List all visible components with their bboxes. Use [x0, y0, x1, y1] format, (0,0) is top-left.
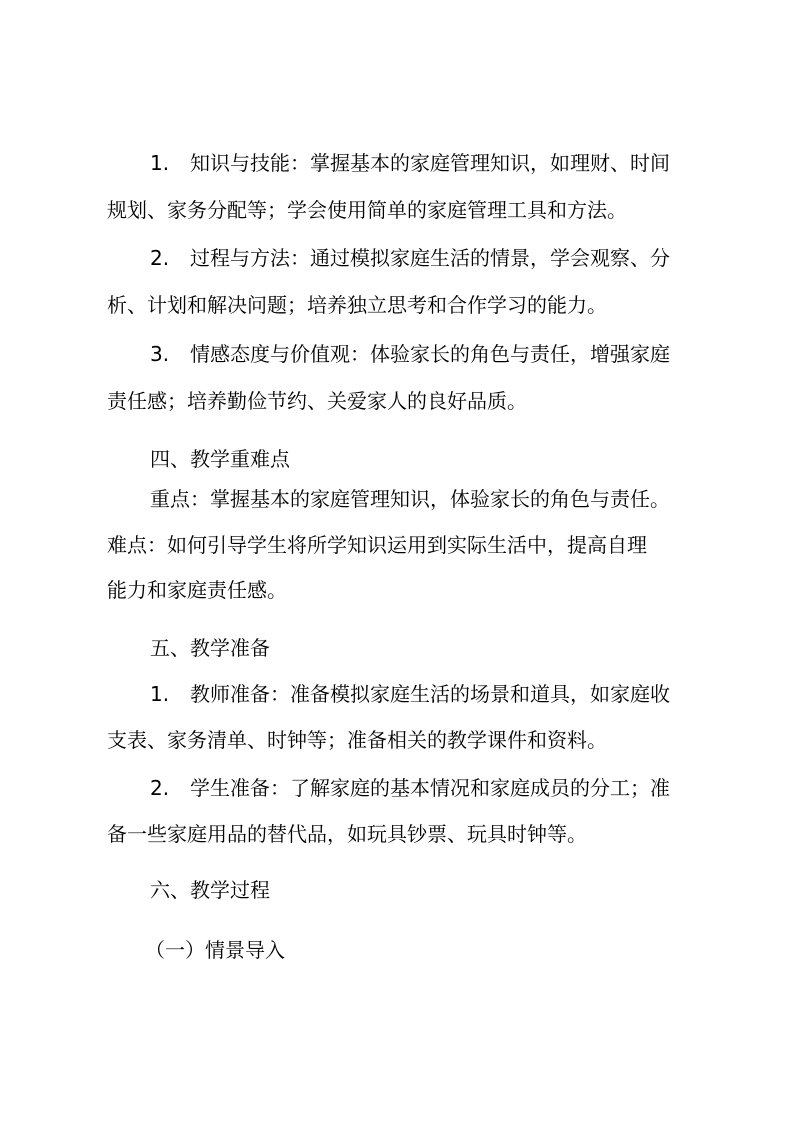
- objective-text: 知识与技能：掌握基本的家庭管理知识，如理财、时间: [190, 151, 670, 175]
- list-number: 2.: [150, 246, 170, 270]
- objective-text: 情感态度与价值观：体验家长的角色与责任，增强家庭: [190, 342, 670, 366]
- objective-2-line-1: [150, 245, 670, 271]
- list-number: 1.: [150, 682, 170, 706]
- objective-1-line-2: 规划、家务分配等；学会使用简单的家庭管理工具和方法。: [107, 198, 627, 222]
- list-number: 2.: [150, 776, 170, 800]
- prep-1-line-2: 支表、家务清单、时钟等；准备相关的教学课件和资料。: [107, 728, 607, 752]
- objective-1-line-1: [150, 150, 670, 176]
- section-4-heading: 四、教学重难点: [150, 447, 290, 471]
- list-number: 1.: [150, 151, 170, 175]
- prep-text: 学生准备：了解家庭的基本情况和家庭成员的分工；准: [190, 776, 670, 800]
- subsection-heading: （一）情景导入: [145, 938, 285, 962]
- difficulty-text-line-1: 难点：如何引导学生将所学知识运用到实际生活中，提高自理: [107, 533, 647, 557]
- section-5-heading: 五、教学准备: [150, 636, 270, 660]
- prep-1-line-1: [150, 681, 670, 707]
- objective-3-line-2: 责任感；培养勤俭节约、关爱家人的良好品质。: [107, 389, 527, 413]
- prep-2-line-1: [150, 775, 670, 801]
- key-point-text: 重点：掌握基本的家庭管理知识，体验家长的角色与责任。: [150, 487, 670, 511]
- objective-2-line-2: 析、计划和解决问题；培养独立思考和合作学习的能力。: [107, 293, 607, 317]
- difficulty-text-line-2: 能力和家庭责任感。: [107, 578, 287, 602]
- prep-2-line-2: 备一些家庭用品的替代品，如玩具钞票、玩具时钟等。: [107, 822, 587, 846]
- objective-text: 过程与方法：通过模拟家庭生活的情景，学会观察、分: [190, 246, 670, 270]
- section-6-heading: 六、教学过程: [150, 878, 270, 902]
- list-number: 3.: [150, 342, 170, 366]
- objective-3-line-1: [150, 341, 670, 367]
- prep-text: 教师准备：准备模拟家庭生活的场景和道具，如家庭收: [190, 682, 670, 706]
